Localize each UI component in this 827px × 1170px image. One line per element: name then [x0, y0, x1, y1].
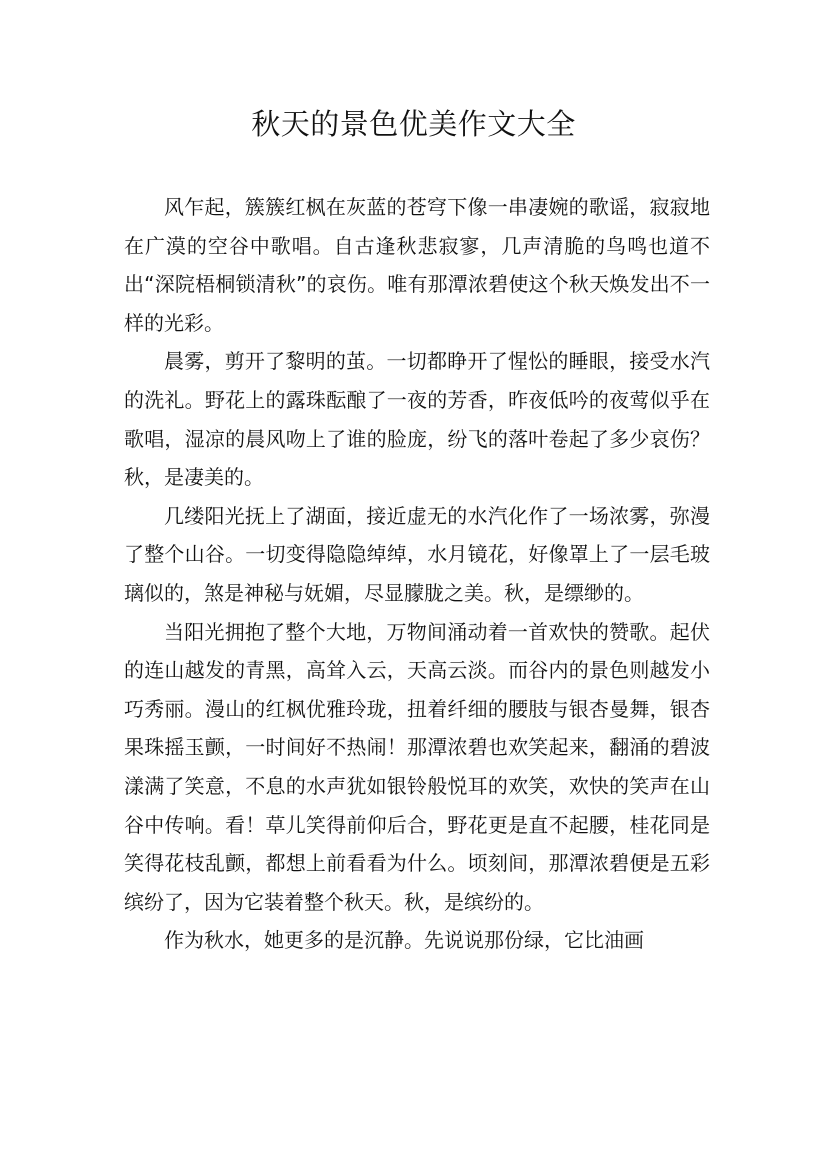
document-title: 秋天的景色优美作文大全 [251, 107, 576, 141]
paragraph: 晨雾，剪开了黎明的茧。一切都睁开了惺忪的睡眼，接受水汽的洗礼。野花上的露珠酝酿了一夜的芳香，昨夜低吟的夜莺似乎在歌唱，湿凉的晨风吻上了谁的脸庞，纷飞的落叶卷起了多少哀伤？秋，是凄美的。 [124, 349, 710, 490]
paragraph: 几缕阳光抚上了湖面，接近虚无的水汽化作了一场浓雾，弥漫了整个山谷。一切变得隐隐绰绰，水月镜花，好像罩上了一层毛玻璃似的，煞是神秘与妩媚，尽显朦胧之美。秋，是缥缈的。 [124, 503, 710, 605]
paragraph: 当阳光拥抱了整个大地，万物间涌动着一首欢快的赞歌。起伏的连山越发的青黑，高耸入云，天高云淡。而谷内的景色则越发小巧秀丽。漫山的红枫优雅玲珑，扭着纤细的腰肢与银杏曼舞，银杏果珠摇玉颤，一时间好不热闹！那潭浓碧也欢笑起来，翻涌的碧波漾满了笑意，不息的水声犹如银铃般悦耳的欢笑，欢快的笑声在山谷中传响。看！草儿笑得前仰后合，野花更是直不起腰，桂花同是笑得花枝乱颤，都想上前看看为什么。顷刻间，那潭浓碧便是五彩缤纷了，因为它装着整个秋天。秋，是缤纷的。 [124, 619, 710, 914]
paragraph: 风乍起，簇簇红枫在灰蓝的苍穹下像一串凄婉的歌谣，寂寂地在广漠的空谷中歌唱。自古逢秋悲寂寥，几声清脆的鸟鸣也道不出“深院梧桐锁清秋”的哀伤。唯有那潭浓碧使这个秋天焕发出不一样的光彩。 [124, 195, 710, 335]
paragraph: 作为秋水，她更多的是沉静。先说说那份绿，它比油画 [164, 928, 644, 953]
document-body [124, 188, 710, 960]
